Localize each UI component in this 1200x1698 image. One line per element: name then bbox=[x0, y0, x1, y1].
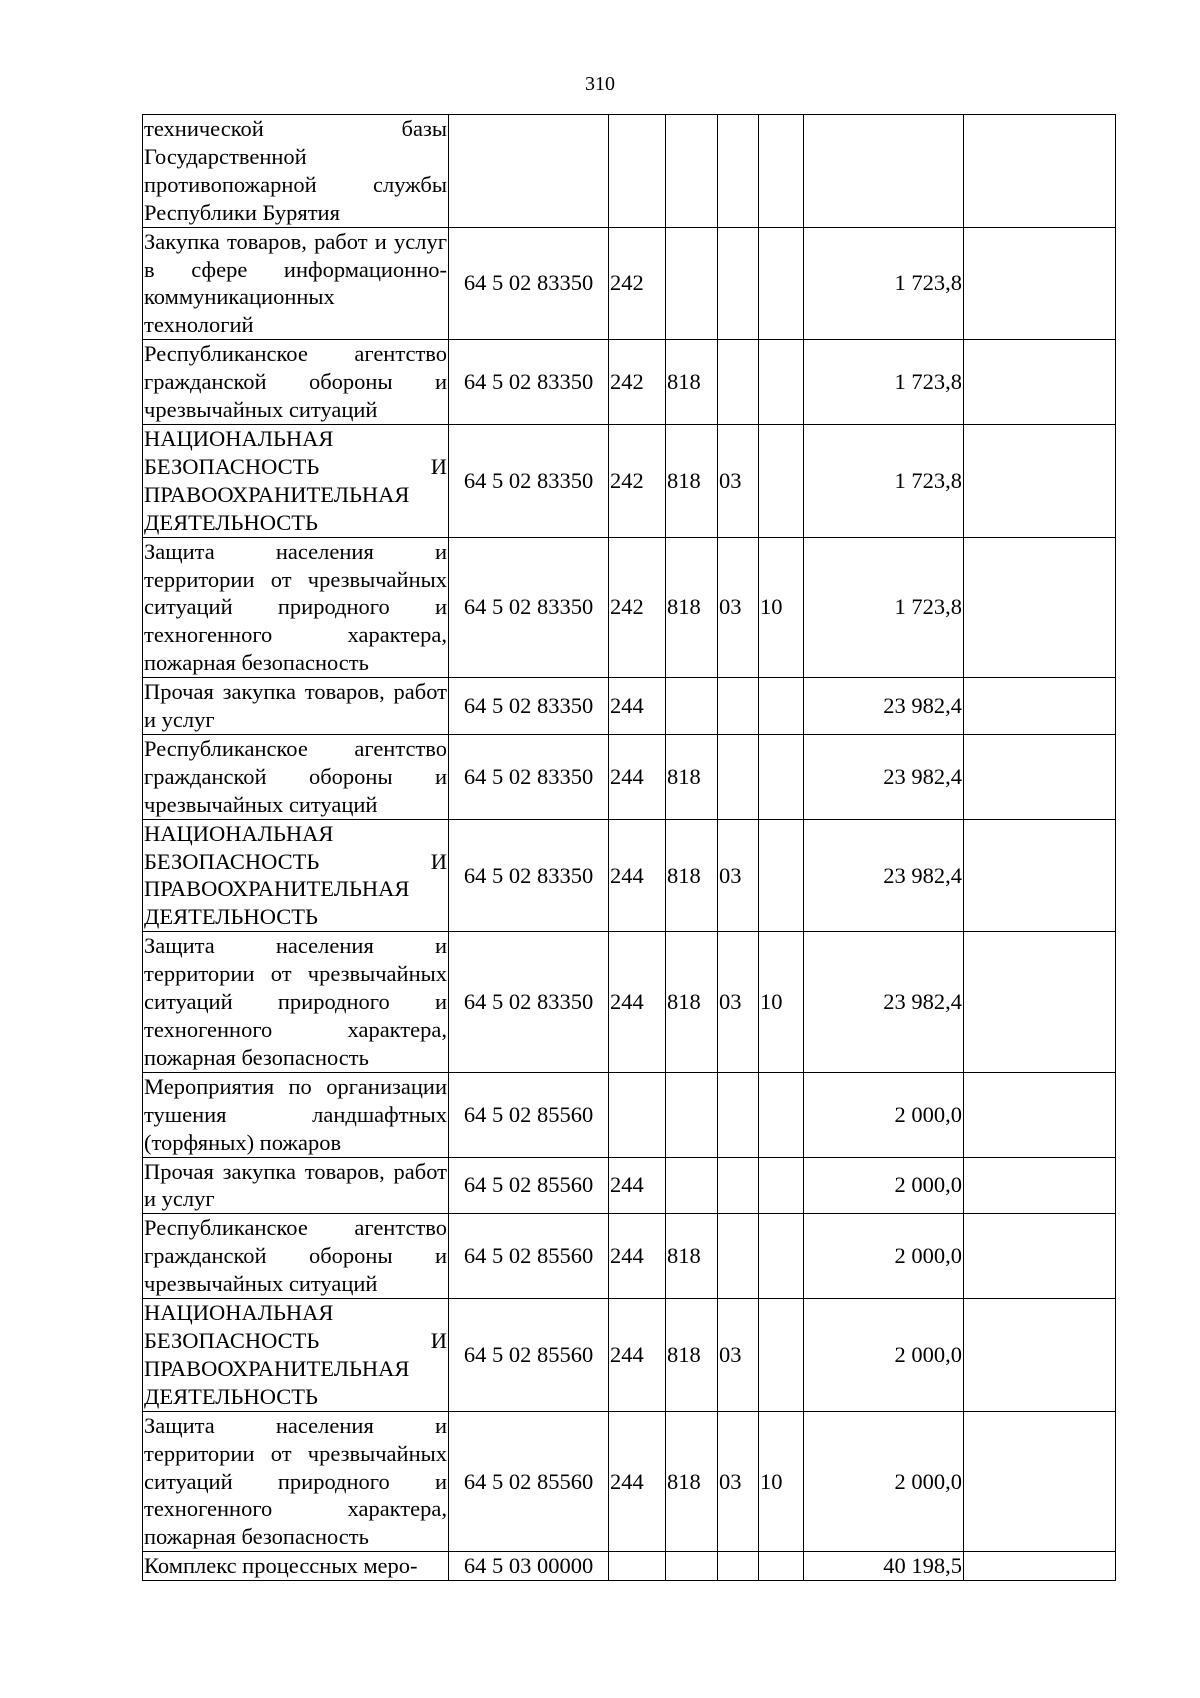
row-grbs-cell: 818 bbox=[666, 424, 718, 537]
row-amount-cell: 23 982,4 bbox=[804, 932, 964, 1073]
row-extra-cell bbox=[964, 1214, 1116, 1299]
row-subsection-cell bbox=[759, 1072, 804, 1157]
table-row bbox=[143, 537, 1116, 678]
table-row bbox=[143, 1157, 1116, 1214]
row-grbs-cell: 818 bbox=[666, 932, 718, 1073]
row-target-code-cell: 64 5 02 83350 bbox=[449, 424, 609, 537]
row-subsection-cell: 10 bbox=[759, 537, 804, 678]
row-extra-cell bbox=[964, 424, 1116, 537]
row-subsection-cell bbox=[759, 424, 804, 537]
row-extra-cell bbox=[964, 1157, 1116, 1214]
row-extra-cell bbox=[964, 340, 1116, 425]
row-target-code-cell: 64 5 02 83350 bbox=[449, 678, 609, 735]
row-amount-cell: 40 198,5 bbox=[804, 1552, 964, 1581]
row-amount-cell: 2 000,0 bbox=[804, 1214, 964, 1299]
row-target-code-cell: 64 5 02 83350 bbox=[449, 819, 609, 932]
row-extra-cell bbox=[964, 1411, 1116, 1552]
row-expense-type-cell: 242 bbox=[609, 537, 666, 678]
row-grbs-cell bbox=[666, 1552, 718, 1581]
row-grbs-cell bbox=[666, 227, 718, 340]
row-section-cell bbox=[718, 1157, 759, 1214]
row-extra-cell bbox=[964, 819, 1116, 932]
row-subsection-cell bbox=[759, 1552, 804, 1581]
row-amount-cell: 23 982,4 bbox=[804, 734, 964, 819]
row-grbs-cell bbox=[666, 115, 718, 228]
row-grbs-cell bbox=[666, 1072, 718, 1157]
table-row bbox=[143, 678, 1116, 735]
row-name-cell: технической базы Государственной противопожарной службы Республики Бурятия bbox=[143, 115, 449, 228]
row-grbs-cell: 818 bbox=[666, 1299, 718, 1412]
row-section-cell: 03 bbox=[718, 1411, 759, 1552]
row-name-cell: НАЦИОНАЛЬНАЯ БЕЗОПАСНОСТЬ И ПРАВООХРАНИТЕЛЬНАЯ ДЕЯТЕЛЬНОСТЬ bbox=[143, 819, 449, 932]
table-row bbox=[143, 1072, 1116, 1157]
row-expense-type-cell: 242 bbox=[609, 424, 666, 537]
row-expense-type-cell: 242 bbox=[609, 227, 666, 340]
row-grbs-cell bbox=[666, 1157, 718, 1214]
row-name-cell: Республиканское агентство гражданской обороны и чрезвычайных ситуаций bbox=[143, 734, 449, 819]
row-grbs-cell: 818 bbox=[666, 537, 718, 678]
row-name-cell: НАЦИОНАЛЬНАЯ БЕЗОПАСНОСТЬ И ПРАВООХРАНИТЕЛЬНАЯ ДЕЯТЕЛЬНОСТЬ bbox=[143, 1299, 449, 1412]
row-expense-type-cell: 244 bbox=[609, 1214, 666, 1299]
row-expense-type-cell: 242 bbox=[609, 340, 666, 425]
row-extra-cell bbox=[964, 1552, 1116, 1581]
row-section-cell bbox=[718, 1072, 759, 1157]
table-body bbox=[143, 115, 1116, 1581]
row-subsection-cell: 10 bbox=[759, 1411, 804, 1552]
row-target-code-cell: 64 5 02 85560 bbox=[449, 1299, 609, 1412]
row-target-code-cell: 64 5 02 83350 bbox=[449, 932, 609, 1073]
row-expense-type-cell: 244 bbox=[609, 678, 666, 735]
row-grbs-cell: 818 bbox=[666, 734, 718, 819]
row-target-code-cell: 64 5 02 83350 bbox=[449, 227, 609, 340]
row-expense-type-cell: 244 bbox=[609, 1411, 666, 1552]
row-extra-cell bbox=[964, 1299, 1116, 1412]
row-section-cell: 03 bbox=[718, 819, 759, 932]
row-subsection-cell: 10 bbox=[759, 932, 804, 1073]
row-name-cell: Защита населения и территории от чрезвычайных ситуаций природного и техногенного характера, пожарная безопасность bbox=[143, 1411, 449, 1552]
row-target-code-cell: 64 5 02 85560 bbox=[449, 1214, 609, 1299]
table-row bbox=[143, 424, 1116, 537]
row-amount-cell: 2 000,0 bbox=[804, 1157, 964, 1214]
row-name-cell: НАЦИОНАЛЬНАЯ БЕЗОПАСНОСТЬ И ПРАВООХРАНИТЕЛЬНАЯ ДЕЯТЕЛЬНОСТЬ bbox=[143, 424, 449, 537]
row-section-cell: 03 bbox=[718, 537, 759, 678]
row-name-cell: Защита населения и территории от чрезвычайных ситуаций природного и техногенного характера, пожарная безопасность bbox=[143, 537, 449, 678]
row-extra-cell bbox=[964, 537, 1116, 678]
row-grbs-cell bbox=[666, 678, 718, 735]
row-amount-cell: 1 723,8 bbox=[804, 424, 964, 537]
row-name-cell: Защита населения и территории от чрезвычайных ситуаций природного и техногенного характера, пожарная безопасность bbox=[143, 932, 449, 1073]
row-amount-cell: 2 000,0 bbox=[804, 1299, 964, 1412]
row-name-cell: Прочая закупка товаров, работ и услуг bbox=[143, 678, 449, 735]
row-amount-cell: 23 982,4 bbox=[804, 678, 964, 735]
row-subsection-cell bbox=[759, 1157, 804, 1214]
row-expense-type-cell: 244 bbox=[609, 1157, 666, 1214]
row-extra-cell bbox=[964, 932, 1116, 1073]
row-section-cell bbox=[718, 678, 759, 735]
row-name-cell: Мероприятия по организации тушения ландшафтных (торфяных) пожаров bbox=[143, 1072, 449, 1157]
row-extra-cell bbox=[964, 115, 1116, 228]
row-subsection-cell bbox=[759, 734, 804, 819]
row-target-code-cell: 64 5 02 83350 bbox=[449, 340, 609, 425]
row-extra-cell bbox=[964, 678, 1116, 735]
row-amount-cell: 2 000,0 bbox=[804, 1411, 964, 1552]
row-section-cell bbox=[718, 1552, 759, 1581]
row-expense-type-cell bbox=[609, 115, 666, 228]
row-subsection-cell bbox=[759, 1299, 804, 1412]
row-name-cell: Закупка товаров, работ и услуг в сфере информационно-коммуникационных технологий bbox=[143, 227, 449, 340]
table-row bbox=[143, 1552, 1116, 1581]
table-row bbox=[143, 932, 1116, 1073]
page-number: 310 bbox=[585, 73, 615, 95]
row-subsection-cell bbox=[759, 1214, 804, 1299]
row-expense-type-cell: 244 bbox=[609, 734, 666, 819]
row-subsection-cell bbox=[759, 819, 804, 932]
row-target-code-cell: 64 5 02 83350 bbox=[449, 537, 609, 678]
row-grbs-cell: 818 bbox=[666, 1214, 718, 1299]
row-subsection-cell bbox=[759, 115, 804, 228]
row-section-cell: 03 bbox=[718, 424, 759, 537]
row-target-code-cell: 64 5 03 00000 bbox=[449, 1552, 609, 1581]
row-name-cell: Республиканское агентство гражданской обороны и чрезвычайных ситуаций bbox=[143, 1214, 449, 1299]
row-target-code-cell: 64 5 02 85560 bbox=[449, 1411, 609, 1552]
row-expense-type-cell: 244 bbox=[609, 1299, 666, 1412]
row-section-cell bbox=[718, 1214, 759, 1299]
row-section-cell bbox=[718, 227, 759, 340]
row-grbs-cell: 818 bbox=[666, 340, 718, 425]
row-subsection-cell bbox=[759, 227, 804, 340]
table-row bbox=[143, 340, 1116, 425]
row-subsection-cell bbox=[759, 678, 804, 735]
table-row bbox=[143, 115, 1116, 228]
row-name-cell: Комплекс процессных меро- bbox=[143, 1552, 449, 1581]
row-target-code-cell bbox=[449, 115, 609, 228]
row-target-code-cell: 64 5 02 83350 bbox=[449, 734, 609, 819]
row-subsection-cell bbox=[759, 340, 804, 425]
row-grbs-cell: 818 bbox=[666, 819, 718, 932]
row-grbs-cell: 818 bbox=[666, 1411, 718, 1552]
row-section-cell: 03 bbox=[718, 932, 759, 1073]
row-name-cell: Прочая закупка товаров, работ и услуг bbox=[143, 1157, 449, 1214]
row-amount-cell: 1 723,8 bbox=[804, 227, 964, 340]
row-section-cell bbox=[718, 734, 759, 819]
row-extra-cell bbox=[964, 227, 1116, 340]
row-target-code-cell: 64 5 02 85560 bbox=[449, 1072, 609, 1157]
table-row bbox=[143, 1411, 1116, 1552]
row-expense-type-cell bbox=[609, 1072, 666, 1157]
row-amount-cell: 1 723,8 bbox=[804, 340, 964, 425]
row-extra-cell bbox=[964, 1072, 1116, 1157]
row-section-cell: 03 bbox=[718, 1299, 759, 1412]
row-expense-type-cell: 244 bbox=[609, 932, 666, 1073]
row-section-cell bbox=[718, 115, 759, 228]
row-target-code-cell: 64 5 02 85560 bbox=[449, 1157, 609, 1214]
row-expense-type-cell: 244 bbox=[609, 819, 666, 932]
row-amount-cell: 1 723,8 bbox=[804, 537, 964, 678]
table-row bbox=[143, 734, 1116, 819]
row-name-cell: Республиканское агентство гражданской обороны и чрезвычайных ситуаций bbox=[143, 340, 449, 425]
budget-table bbox=[142, 114, 1116, 1581]
table-row bbox=[143, 1299, 1116, 1412]
table-row bbox=[143, 1214, 1116, 1299]
row-amount-cell bbox=[804, 115, 964, 228]
table-row bbox=[143, 819, 1116, 932]
row-section-cell bbox=[718, 340, 759, 425]
table-row bbox=[143, 227, 1116, 340]
row-expense-type-cell bbox=[609, 1552, 666, 1581]
row-extra-cell bbox=[964, 734, 1116, 819]
row-amount-cell: 2 000,0 bbox=[804, 1072, 964, 1157]
row-amount-cell: 23 982,4 bbox=[804, 819, 964, 932]
